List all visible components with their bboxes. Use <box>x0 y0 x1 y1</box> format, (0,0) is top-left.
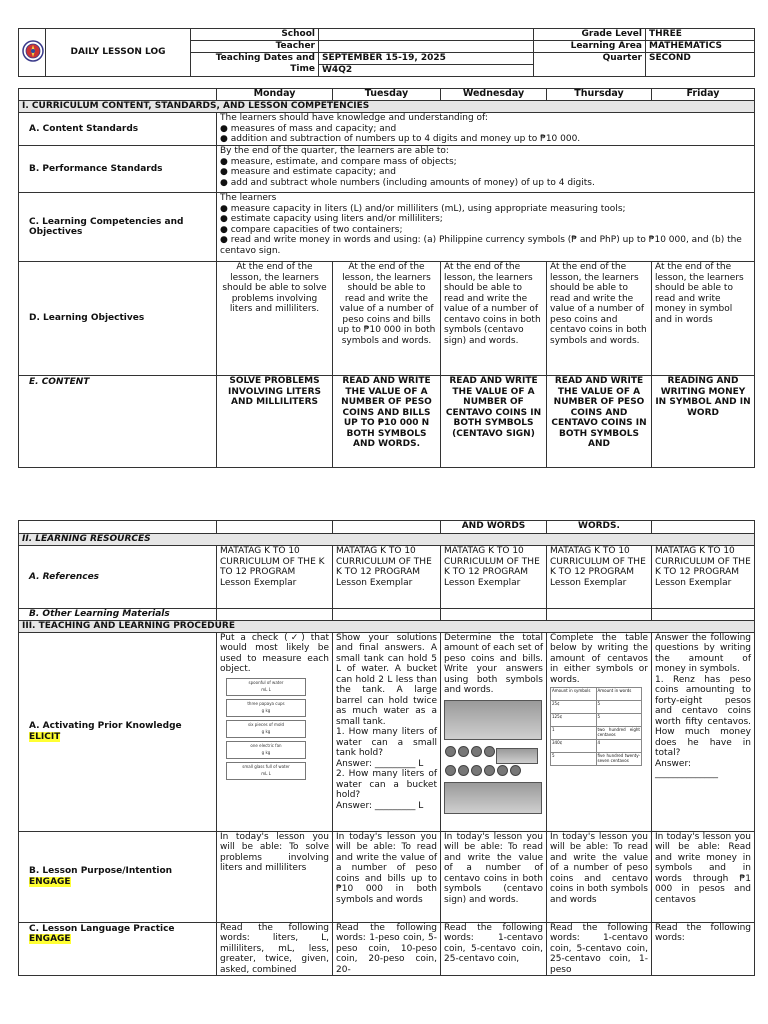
day-thursday: Thursday <box>547 89 652 101</box>
school-label: School <box>191 29 319 41</box>
language-tuesday: Read the following words: 1-peso coin, 5-peso coin, 10-peso coin, 20-peso coin, 20- <box>333 922 441 976</box>
page-two <box>0 520 768 1024</box>
activating-monday: Put a check (✓) that would most likely be used to measure each object. spoonful of water mL L three papaya cups g kg six pieces of mold g kg one electric fan g kg small glass full of water mL L <box>217 632 333 831</box>
content-friday: READING AND WRITING MONEY IN SYMBOL AND IN WORD <box>652 376 755 468</box>
money-sets-image <box>444 700 543 818</box>
measure-item-1: spoonful of water mL L <box>226 678 306 696</box>
main-table-page1 <box>18 88 755 468</box>
content-thursday-continued: WORDS. <box>547 521 652 534</box>
activating-thursday: Complete the table below by writing the amount of centavos in either symbols or words. Amount in symbols Amount in words 25¢ 5 125¢ 5 1 two hundred eight centavos 340¢ 4 5 five hundred twenty-seven centavos <box>547 632 652 831</box>
day-friday: Friday <box>652 89 755 101</box>
quarter-value: SECOND <box>646 53 755 77</box>
area-label: Learning Area <box>534 41 646 53</box>
teacher-value <box>319 41 534 53</box>
reference-monday: MATATAG K TO 10 CURRICULUM OF THE K TO 12 PROGRAM Lesson Exemplar <box>217 546 333 609</box>
activating-tuesday: Show your solutions and final answers. A small tank can hold 5 L of water. A bucket can hold 2 L less than the tank. A large barrel can hold twice as much water as a small tank. 1. How many liters of water can a small tank hold? Answer: _________ L 2. How many liters of water can a bucket hold? Answer: _________ L <box>333 632 441 831</box>
other-materials-label: B. Other Learning Materials <box>19 609 217 621</box>
objective-thursday: At the end of the lesson, the learners should be able to read and write the value of a number of peso coins and centavo coins in both symbols and words. <box>547 262 652 376</box>
measure-item-5: small glass full of water mL L <box>226 762 306 780</box>
doc-title: DAILY LESSON LOG <box>46 29 191 77</box>
main-table-page2 <box>18 520 755 976</box>
objective-tuesday: At the end of the lesson, the learners should be able to read and write the value of a number of peso coins and bills up to ₱10 000 in both symbols and words. <box>333 262 441 376</box>
school-value <box>319 29 534 41</box>
language-wednesday: Read the following words: 1-centavo coin, 5-centavo coin, 25-centavo coin, <box>441 922 547 976</box>
section-1-title: I. CURRICULUM CONTENT, STANDARDS, AND LESSON COMPETENCIES <box>19 101 755 113</box>
section-3-title: III. TEACHING AND LEARNING PROCEDURE <box>19 620 755 632</box>
purpose-friday: In today's lesson you will be able: Read and write money in symbols and in words through ₱1 000 in pesos and centavos <box>652 831 755 922</box>
language-thursday: Read the following words: 1-centavo coin, 5-centavo coin, 25-centavo coin, 1-peso <box>547 922 652 976</box>
content-tuesday: READ AND WRITE THE VALUE OF A NUMBER OF PESO COINS AND BILLS UP TO ₱10 000 N BOTH SYMBOLS AND WORDS. <box>333 376 441 468</box>
engage-tag: ENGAGE <box>29 876 71 887</box>
reference-tuesday: MATATAG K TO 10 CURRICULUM OF THE K TO 12 PROGRAM Lesson Exemplar <box>333 546 441 609</box>
dates-label: Teaching Dates and Time <box>191 53 319 77</box>
quarter-label: Quarter <box>534 53 646 77</box>
performance-standards-text: By the end of the quarter, the learners are able to: ● measure, estimate, and compare mass of objects; ● measure and estimate capacity; and ● add and subtract whole numbers (including amounts of money) of up to 4 digits. <box>217 146 755 193</box>
elicit-tag: ELICIT <box>29 731 61 742</box>
language-monday: Read the following words: liters, L, milliliters, mL, less, greater, twice, given, asked, combined <box>217 922 333 976</box>
purpose-label: B. Lesson Purpose/Intention ENGAGE <box>19 831 217 922</box>
content-wednesday-continued: AND WORDS <box>441 521 547 534</box>
reference-wednesday: MATATAG K TO 10 CURRICULUM OF THE K TO 12 PROGRAM Lesson Exemplar <box>441 546 547 609</box>
content-wednesday: READ AND WRITE THE VALUE OF A NUMBER OF CENTAVO COINS IN BOTH SYMBOLS (CENTAVO SIGN) <box>441 376 547 468</box>
page-gap <box>0 490 768 520</box>
competencies-text: The learners ● measure capacity in liters (L) and/or milliliters (mL), using appropriate measuring tools; ● estimate capacity using liters and/or milliliters; ● compare capacities of two containers; ● read and write money in words and using: (a) Philippine currency symbols (₱ and PhP) up to ₱10 000, and (b) the centavo sign. <box>217 193 755 262</box>
purpose-wednesday: In today's lesson you will be able: To read and write the value of a number of centavo coins in both symbols (centavo sign) and words. <box>441 831 547 922</box>
references-label: A. References <box>19 546 217 609</box>
day-header-row <box>19 89 755 101</box>
dates-value: SEPTEMBER 15-19, 2025 <box>319 53 534 65</box>
objective-friday: At the end of the lesson, the learners should be able to read and write money in symbol and in words <box>652 262 755 376</box>
reference-thursday: MATATAG K TO 10 CURRICULUM OF THE K TO 12 PROGRAM Lesson Exemplar <box>547 546 652 609</box>
header-table <box>18 28 755 77</box>
area-value: MATHEMATICS <box>646 41 755 53</box>
engage-tag-2: ENGAGE <box>29 934 71 944</box>
objective-monday: At the end of the lesson, the learners should be able to solve problems involving liters and milliliters. <box>217 262 333 376</box>
content-thursday: READ AND WRITE THE VALUE OF A NUMBER OF PESO COINS AND CENTAVO COINS IN BOTH SYMBOLS AND <box>547 376 652 468</box>
activating-label: A. Activating Prior Knowledge ELICIT <box>19 632 217 831</box>
centavo-table: Amount in symbols Amount in words 25¢ 5 125¢ 5 1 two hundred eight centavos 340¢ 4 5 five hundred twenty-seven centavos <box>550 687 642 766</box>
content-standards-label: A. Content Standards <box>19 113 217 146</box>
reference-friday: MATATAG K TO 10 CURRICULUM OF THE K TO 12 PROGRAM Lesson Exemplar <box>652 546 755 609</box>
section-2-title: II. LEARNING RESOURCES <box>19 534 755 546</box>
week-value: W4Q2 <box>319 65 534 77</box>
content-label: E. CONTENT <box>19 376 217 468</box>
objectives-label: D. Learning Objectives <box>19 262 217 376</box>
measure-item-2: three papaya cups g kg <box>226 699 306 717</box>
purpose-monday: In today's lesson you will be able: To solve problems involving liters and milliliters <box>217 831 333 922</box>
performance-standards-label: B. Performance Standards <box>19 146 217 193</box>
teacher-label: Teacher <box>191 41 319 53</box>
language-label: C. Lesson Language Practice ENGAGE <box>19 922 217 976</box>
deped-seal <box>19 29 46 77</box>
language-friday: Read the following words: <box>652 922 755 976</box>
day-monday: Monday <box>217 89 333 101</box>
measure-item-4: one electric fan g kg <box>226 741 306 759</box>
content-standards-text: The learners should have knowledge and understanding of: ● measures of mass and capacity; and ● addition and subtraction of numbers up to 4 digits and money up to ₱10 000. <box>217 113 755 146</box>
page-one <box>0 0 768 490</box>
competencies-label: C. Learning Competencies and Objectives <box>19 193 217 262</box>
purpose-thursday: In today's lesson you will be able: To read and write the value of a number of peso coins and centavo coins in both symbols and words <box>547 831 652 922</box>
day-wednesday: Wednesday <box>441 89 547 101</box>
objective-wednesday: At the end of the lesson, the learners should be able to read and write the value of a number of centavo coins in both symbols (centavo sign) and words. <box>441 262 547 376</box>
activating-wednesday: Determine the total amount of each set of peso coins and bills. Write your answers using both symbols and words. <box>441 632 547 831</box>
content-continued-row <box>19 521 755 534</box>
content-monday: SOLVE PROBLEMS INVOLVING LITERS AND MILLILITERS <box>217 376 333 468</box>
purpose-tuesday: In today's lesson you will be able: To read and write the value of a number of peso coins and bills up to ₱10 000 in both symbols and words <box>333 831 441 922</box>
seal-icon <box>22 38 44 64</box>
grade-value: THREE <box>646 29 755 41</box>
activating-friday: Answer the following questions by writing the amount of money in symbols. 1. Renz has peso coins amounting to forty-eight pesos and centavo coins worth fifty centavos. How much money does he have in total? Answer: ______________ <box>652 632 755 831</box>
grade-label: Grade Level <box>534 29 646 41</box>
measure-item-3: six pieces of mold g kg <box>226 720 306 738</box>
day-tuesday: Tuesday <box>333 89 441 101</box>
